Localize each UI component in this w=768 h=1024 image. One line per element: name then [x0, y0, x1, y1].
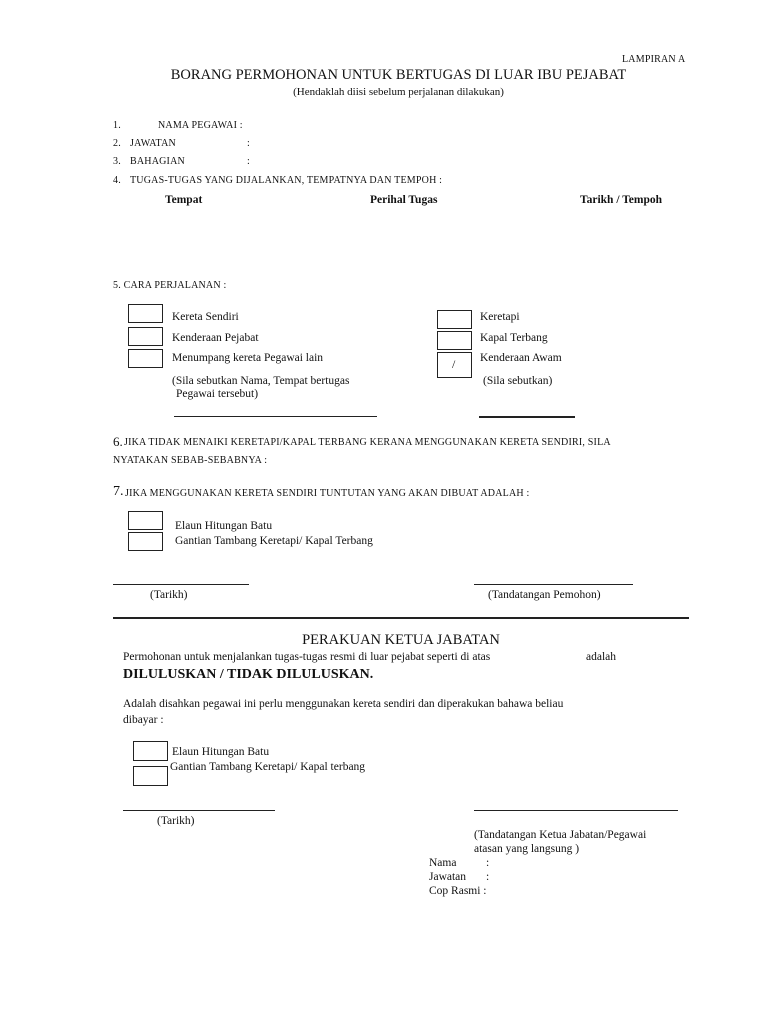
section-6-line1: JIKA TIDAK MENAIKI KERETAPI/KAPAL TERBANG KERANA MENGGUNAKAN KERETA SENDIRI, SILA: [124, 437, 611, 448]
cert-date-label: (Tarikh): [157, 815, 195, 827]
check-mark: /: [452, 357, 456, 371]
checkbox-cert-gantian-tambang[interactable]: [133, 766, 168, 786]
certification-decision: DILULUSKAN / TIDAK DILULUSKAN.: [123, 667, 374, 682]
cert-option-gantian-tambang: Gantian Tambang Keretapi/ Kapal terbang: [170, 761, 366, 773]
head-signature-label-line2: atasan yang langsung ): [474, 843, 580, 855]
field-tugas-label: TUGAS-TUGAS YANG DIJALANKAN, TEMPATNYA DAN TEMPOH :: [130, 175, 443, 186]
meta-nama-label: Nama: [429, 857, 457, 869]
field-1-number: 1.: [113, 120, 121, 131]
column-perihal-tugas: Perihal Tugas: [370, 194, 438, 206]
section-7-text: JIKA MENGGUNAKAN KERETA SENDIRI TUNTUTAN YANG AKAN DIBUAT ADALAH :: [125, 488, 530, 499]
date-label: (Tarikh): [150, 589, 188, 601]
note-sila-sebutkan-nama: (Sila sebutkan Nama, Tempat bertugas: [172, 375, 350, 387]
note-pegawai-tersebut: Pegawai tersebut): [176, 388, 259, 400]
field-4-number: 4.: [113, 175, 121, 186]
input-line-pegawai[interactable]: [174, 416, 377, 417]
certification-line1-tail: adalah: [586, 651, 617, 663]
checkbox-menumpang-kereta[interactable]: [128, 349, 163, 368]
appendix-label: LAMPIRAN A: [622, 54, 686, 65]
option-kenderaan-awam: Kenderaan Awam: [480, 352, 562, 364]
checkbox-kereta-sendiri[interactable]: [128, 304, 163, 323]
applicant-signature-label: (Tandatangan Pemohon): [488, 589, 601, 601]
checkbox-kapal-terbang[interactable]: [437, 331, 472, 350]
option-gantian-tambang: Gantian Tambang Keretapi/ Kapal Terbang: [175, 535, 373, 547]
note-sila-sebutkan: (Sila sebutkan): [483, 375, 553, 387]
column-tempat: Tempat: [165, 194, 203, 206]
meta-jawatan-label: Jawatan: [429, 871, 467, 883]
input-line-kenderaan-awam[interactable]: [479, 416, 575, 418]
field-bahagian-label: BAHAGIAN: [130, 156, 185, 167]
applicant-signature-line[interactable]: [474, 584, 633, 585]
certification-line1: Permohonan untuk menjalankan tugas-tugas resmi di luar pejabat seperti di atas: [123, 651, 491, 663]
field-jawatan-label: JAWATAN: [130, 138, 176, 149]
cert-date-line[interactable]: [123, 810, 275, 811]
field-2-number: 2.: [113, 138, 121, 149]
checkbox-cert-elaun-hitungan-batu[interactable]: [133, 741, 168, 761]
section-7-number: 7.: [113, 484, 124, 499]
option-menumpang-kereta: Menumpang kereta Pegawai lain: [172, 352, 324, 364]
section-5-title: 5. CARA PERJALANAN :: [113, 280, 227, 291]
meta-jawatan-colon: :: [486, 871, 490, 883]
option-elaun-hitungan-batu: Elaun Hitungan Batu: [175, 520, 273, 532]
form-title: BORANG PERMOHONAN UNTUK BERTUGAS DI LUAR IBU PEJABAT: [170, 67, 627, 83]
field-nama-pegawai-label: NAMA PEGAWAI :: [158, 120, 243, 131]
head-signature-label-line1: (Tandatangan Ketua Jabatan/Pegawai: [474, 829, 647, 841]
meta-nama-colon: :: [486, 857, 490, 869]
section-divider: [113, 617, 689, 619]
column-tarikh-tempoh: Tarikh / Tempoh: [580, 194, 663, 206]
meta-cop-rasmi-label: Cop Rasmi :: [429, 885, 487, 897]
section-6-line2: NYATAKAN SEBAB-SEBABNYA :: [113, 455, 268, 466]
date-line[interactable]: [113, 584, 249, 585]
section-6-number: 6.: [113, 434, 123, 449]
field-bahagian-colon: :: [247, 156, 250, 167]
certification-para-line1: Adalah disahkan pegawai ini perlu menggunakan kereta sendiri dan diperakukan bahawa beliau: [123, 698, 564, 710]
checkbox-gantian-tambang[interactable]: [128, 532, 163, 551]
option-kereta-sendiri: Kereta Sendiri: [172, 311, 239, 323]
form-subtitle: (Hendaklah diisi sebelum perjalanan dilakukan): [293, 86, 504, 98]
field-3-number: 3.: [113, 156, 121, 167]
option-kapal-terbang: Kapal Terbang: [480, 332, 548, 344]
certification-title: PERAKUAN KETUA JABATAN: [302, 632, 500, 648]
cert-option-elaun-hitungan-batu: Elaun Hitungan Batu: [172, 746, 270, 758]
head-signature-line[interactable]: [474, 810, 678, 811]
option-kenderaan-pejabat: Kenderaan Pejabat: [172, 332, 259, 344]
field-jawatan-colon: :: [247, 138, 250, 149]
option-keretapi: Keretapi: [480, 311, 520, 323]
checkbox-keretapi[interactable]: [437, 310, 472, 329]
checkbox-kenderaan-pejabat[interactable]: [128, 327, 163, 346]
certification-para-line2: dibayar :: [123, 714, 164, 726]
checkbox-kenderaan-awam[interactable]: [437, 352, 472, 378]
checkbox-elaun-hitungan-batu[interactable]: [128, 511, 163, 530]
